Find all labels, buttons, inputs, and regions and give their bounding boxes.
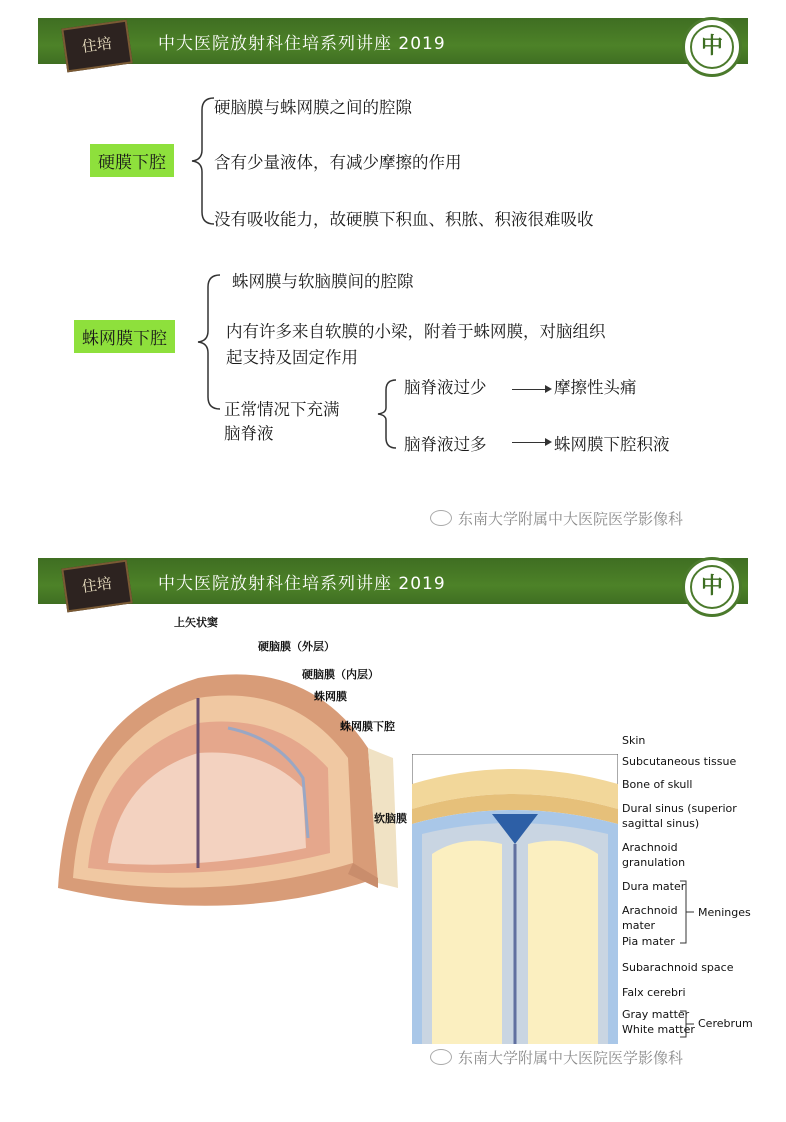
banner-title: 中大医院放射科住培系列讲座 2019 [158,34,446,54]
en-label-subcutaneous: Subcutaneous tissue [622,755,737,768]
csf-less-result: 摩擦性头痛 [554,378,637,397]
term1-item-2: 含有少量液体，有减少摩擦的作用 [214,153,462,172]
hospital-logo [682,17,742,77]
cn-label-arachnoid: 蛛网膜 [314,690,347,703]
term-subdural-space: 硬膜下腔 [90,144,174,177]
en-label-falx: Falx cerebri [622,986,686,999]
normal-line-1: 正常情况下充满 [224,400,340,419]
term2-item-3: 起支持及固定作用 [226,348,358,367]
logo-mark: 中 [700,574,723,599]
slide-1 [38,18,748,538]
cn-label-dura-inner: 硬脑膜（内层） [302,668,379,681]
term-subarachnoid-space: 蛛网膜下腔 [74,320,175,353]
cn-label-dura-outer: 硬脑膜（外层） [258,640,335,653]
en-label-arachnoid-2: mater [622,919,656,932]
watermark: 东南大学附属中大医院医学影像科 [430,508,683,529]
banner-title: 中大医院放射科住培系列讲座 2019 [158,574,446,594]
brace-2 [196,273,226,413]
cn-label-pia: 软脑膜 [374,812,407,825]
en-label-arachnoid-gran-2: granulation [622,856,686,869]
bracket-cerebrum [680,1010,694,1038]
hospital-logo [682,557,742,617]
csf-less: 脑脊液过少 [404,378,487,397]
en-label-white: White matter [622,1023,695,1036]
arrow-more [512,442,550,443]
en-label-gray: Gray matter [622,1008,690,1021]
coronal-section-diagram [412,754,618,1044]
cn-label-sss: 上矢状窦 [174,616,218,629]
arrow-less [512,389,550,390]
term2-item-2: 内有许多来自软膜的小梁，附着于蛛网膜，对脑组织 [226,322,606,341]
csf-more-result: 蛛网膜下腔积液 [554,435,670,454]
en-label-arachnoid-gran-1: Arachnoid [622,841,678,854]
en-label-subarachnoid: Subarachnoid space [622,961,734,974]
en-label-bone: Bone of skull [622,778,693,791]
badge: 住培 [61,20,132,73]
badge: 住培 [61,560,132,613]
cn-label-subarachnoid: 蛛网膜下腔 [340,720,395,733]
term1-item-3: 没有吸收能力，故硬膜下积血、积脓、积液很难吸收 [214,210,594,229]
brace-3 [376,378,400,450]
wechat-icon [430,1049,452,1065]
term1-item-1: 硬脑膜与蛛网膜之间的腔隙 [214,98,412,117]
en-label-arachnoid-1: Arachnoid [622,904,678,917]
en-label-dural-sinus-1: Dural sinus (superior [622,802,737,815]
en-label-pia: Pia mater [622,935,675,948]
en-label-dural-sinus-2: sagittal sinus) [622,817,700,830]
slide-2 [38,558,753,1078]
en-label-skin: Skin [622,734,646,747]
watermark: 东南大学附属中大医院医学影像科 [430,1047,683,1068]
csf-more: 脑脊液过多 [404,435,487,454]
slide-banner [38,18,748,64]
normal-line-2: 脑脊液 [224,424,274,443]
logo-mark: 中 [700,34,723,59]
group-cerebrum: Cerebrum [698,1017,753,1030]
wechat-icon [430,510,452,526]
group-meninges: Meninges [698,906,751,919]
slide-banner [38,558,748,604]
bracket-meninges [680,880,694,944]
term2-item-1: 蛛网膜与软脑膜间的腔隙 [232,272,414,291]
en-label-dura: Dura mater [622,880,686,893]
